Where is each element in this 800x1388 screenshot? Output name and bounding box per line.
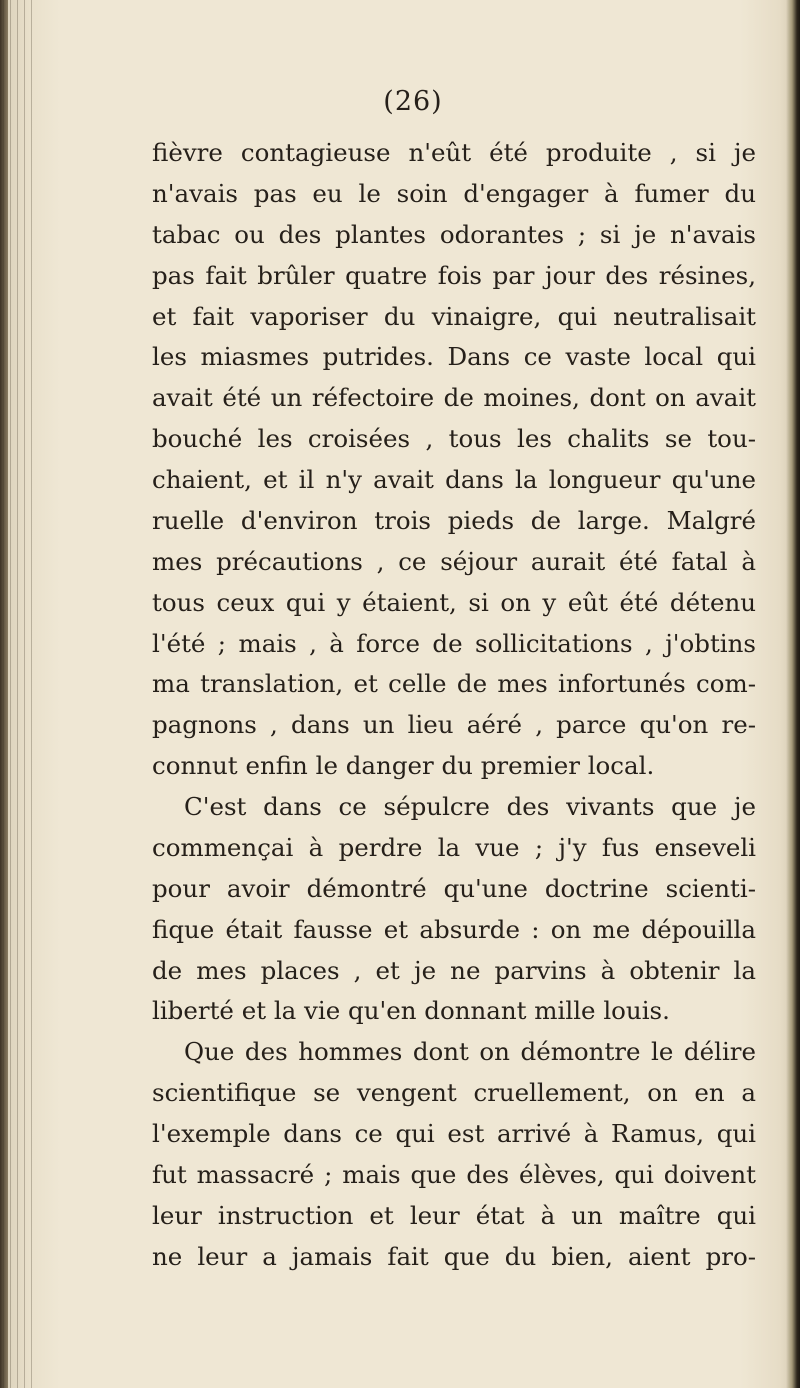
text-line: ruelle d'environ trois pieds de large. Malgré [152,505,756,535]
text-line: tous ceux qui y étaient, si on y eût été détenu [152,587,756,617]
page-number: (26) [383,86,443,117]
text-line: avait été un réfectoire de moines, dont on avait [152,383,756,413]
binding-spine [0,0,36,1388]
text-line: ne leur a jamais fait que du bien, aient pro- [152,1241,756,1271]
text-line: de mes places , et je ne parvins à obtenir la [152,955,756,985]
text-line: Que des hommes dont on démontre le délire [184,1037,756,1067]
page-right-edge [786,0,800,1388]
text-line: chaient, et il n'y avait dans la longueur qu'une [152,465,756,494]
text-line: tabac ou des plantes odorantes ; si je n'avais [152,219,756,249]
page-header [0,86,800,118]
text-line: commençai à perdre la vue ; j'y fus enseveli [152,832,756,862]
text-line: fique était fausse et absurde : on me dépouilla [152,914,756,944]
text-line: l'exemple dans ce qui est arrivé à Ramus, qui [152,1119,756,1148]
text-line: bouché les croisées , tous les chalits se tou- [152,424,756,454]
text-line: fièvre contagieuse n'eût été produite , si je [152,138,756,167]
text-line: fut massacré ; mais que des élèves, qui doivent [152,1159,756,1189]
text-line: n'avais pas eu le soin d'engager à fumer du [152,178,756,208]
text-line: liberté et la vie qu'en donnant mille louis. [152,996,670,1026]
text-line: scientifique se vengent cruellement, on en a [152,1078,756,1108]
text-line: leur instruction et leur état à un maître qui [152,1200,756,1230]
body-text [152,133,756,1278]
text-line: les miasmes putrides. Dans ce vaste local qui [152,342,756,372]
text-line: pour avoir démontré qu'une doctrine scienti- [152,873,756,903]
text-line: pas fait brûler quatre fois par jour des résines, [152,260,756,290]
text-line: mes précautions , ce séjour aurait été fatal à [152,546,756,576]
text-line: ma translation, et celle de mes infortunés com- [152,669,756,699]
text-line: et fait vaporiser du vinaigre, qui neutralisait [152,301,756,331]
text-line: pagnons , dans un lieu aéré , parce qu'on re- [152,710,756,740]
text-line: connut enfin le danger du premier local. [152,751,655,781]
text-line: l'été ; mais , à force de sollicitations , j'obtins [152,628,756,658]
text-line: C'est dans ce sépulcre des vivants que je [184,792,756,821]
